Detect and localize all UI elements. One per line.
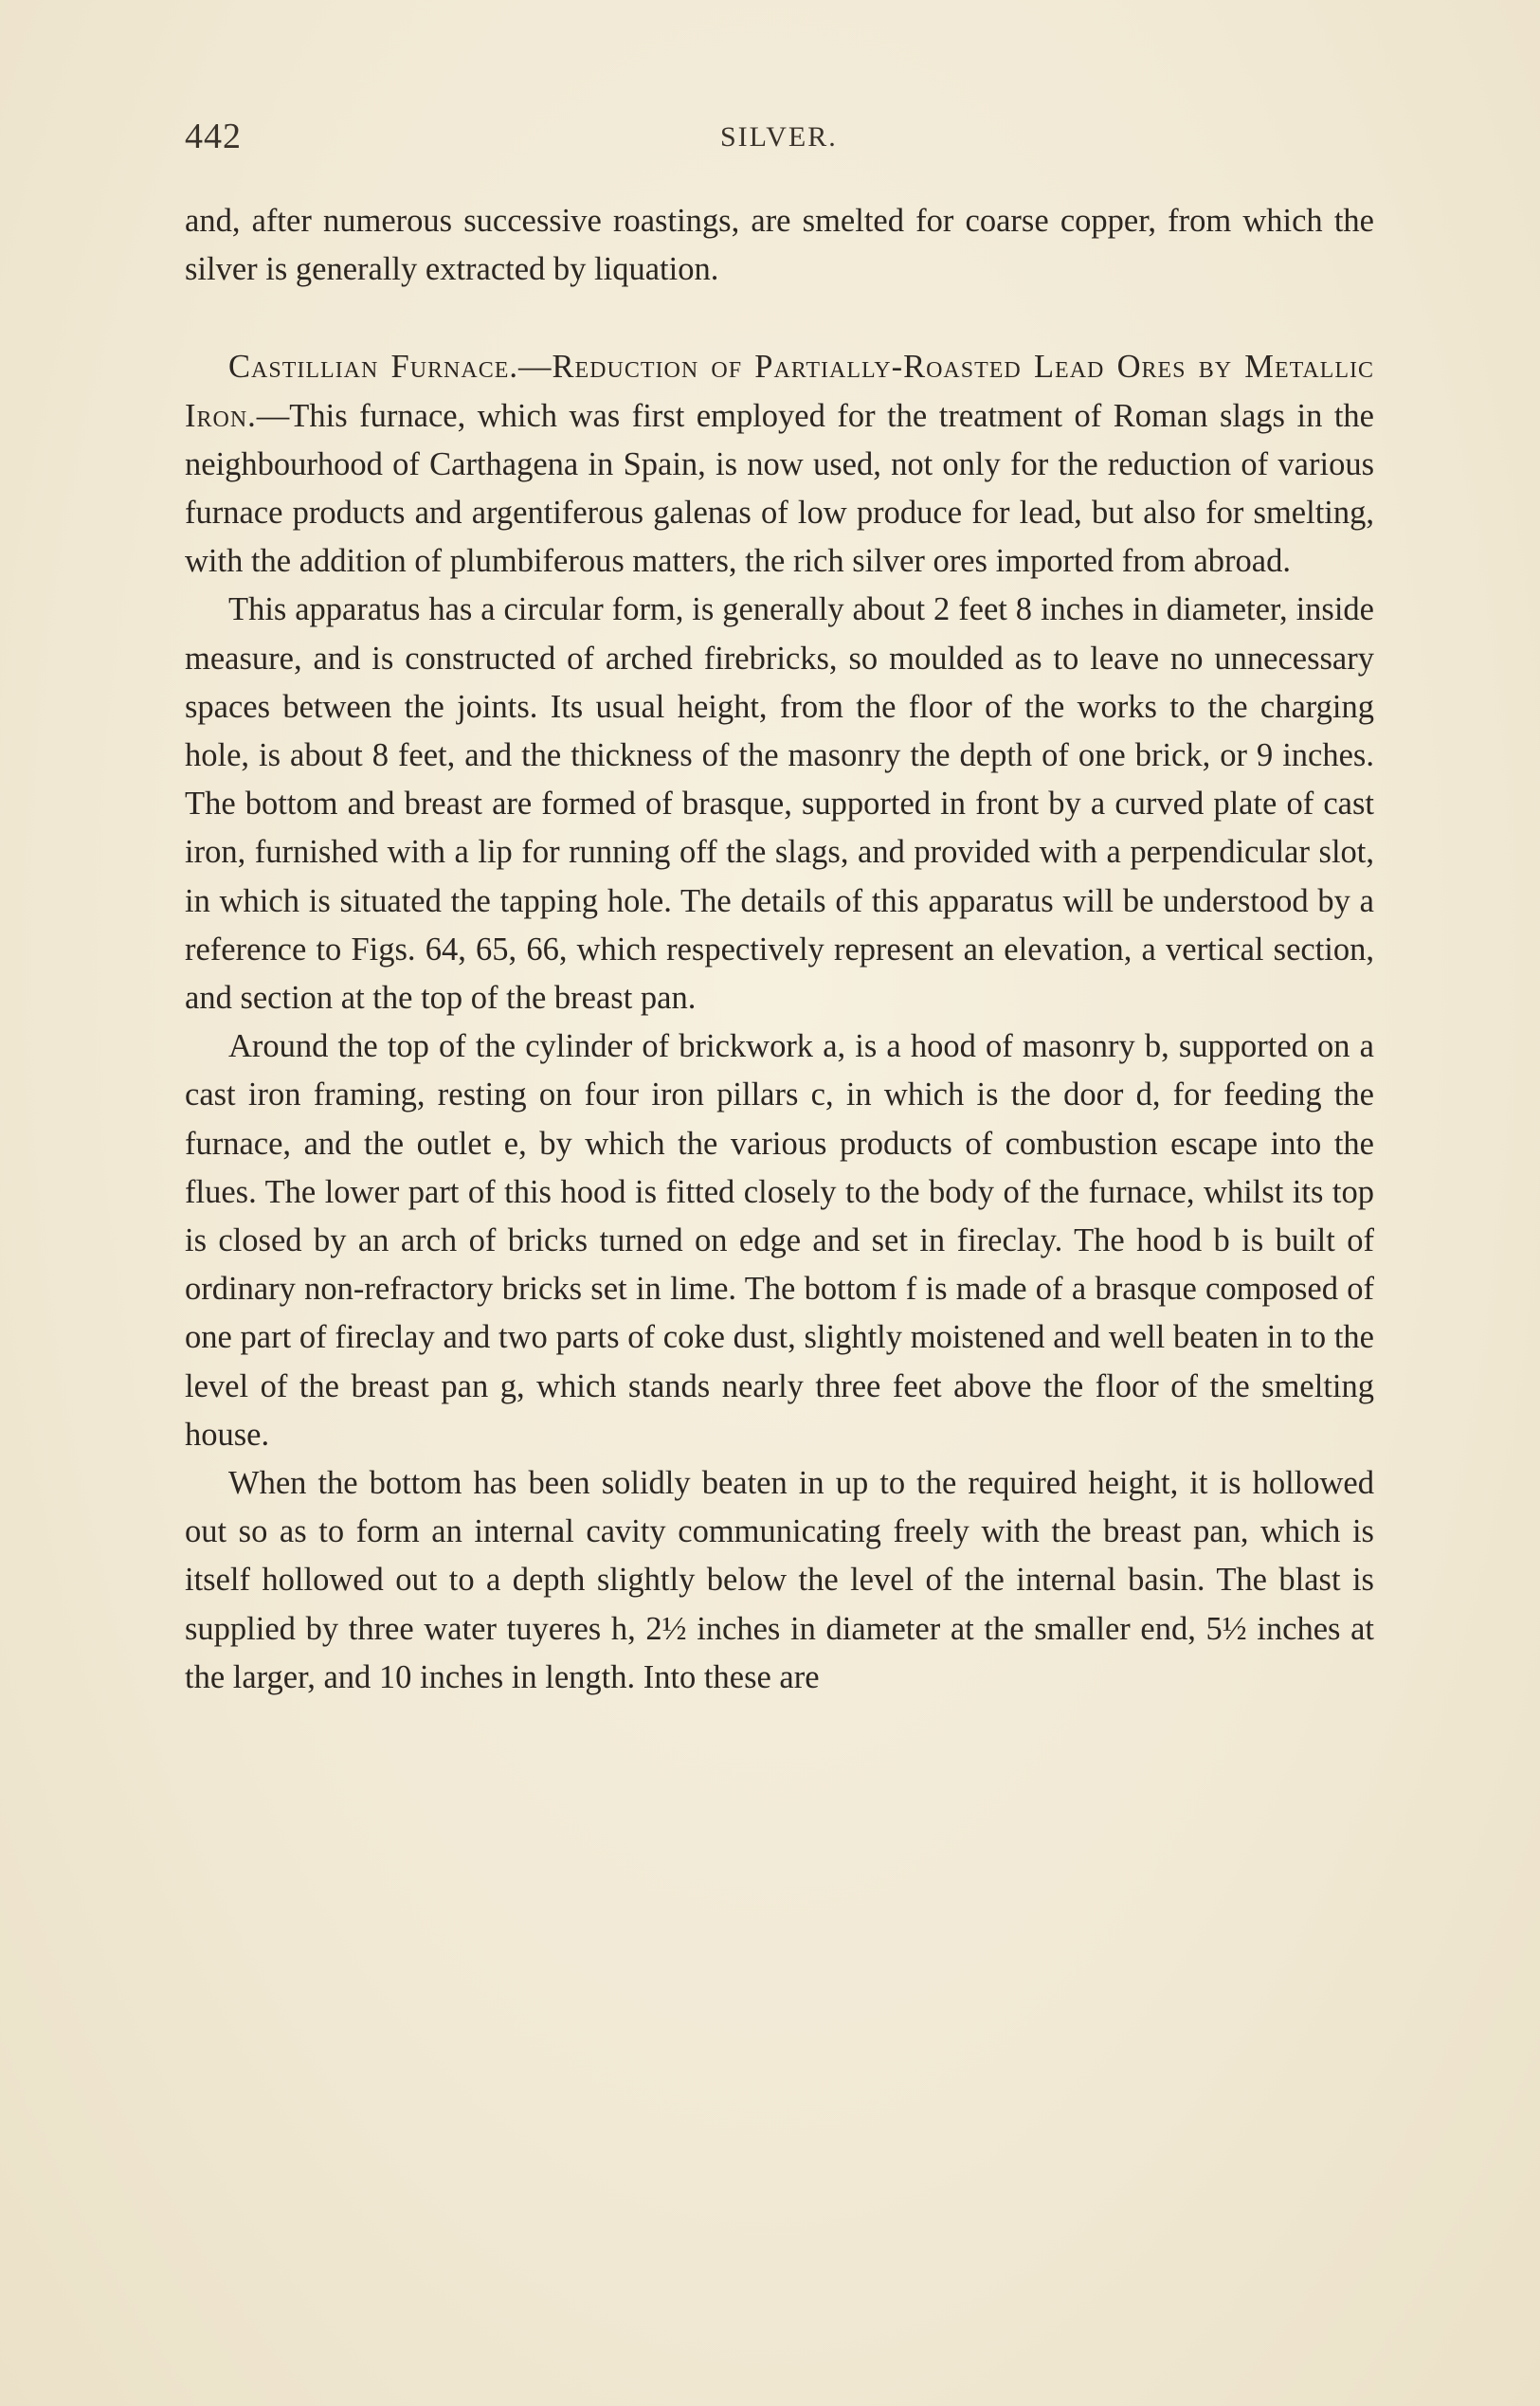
page-header <box>185 116 1374 163</box>
paragraph-1: and, after numerous successive roastings, are smelted for coarse copper, from which the silver is generally extracted by liquation. <box>185 203 1374 288</box>
paragraph-2-body: —This furnace, which was first employed for the treatment of Roman slags in the neighbourhood of Carthagena in Spain, is now used, not only for the reduction of various furnace products and argentiferous galenas of low produce for lead, but also for smelting, with the addition of plumbiferous matters, the rich silver ores imported from abroad. <box>185 397 1374 580</box>
body-text <box>185 197 1374 1702</box>
paragraph-3: This apparatus has a circular form, is generally about 2 feet 8 inches in diameter, inside measure, and is constructed of arched firebricks, so moulded as to leave no unnecessary spaces between the joints. Its usual height, from the floor of the works to the charging hole, is about 8 feet, and the thickness of the masonry the depth of one brick, or 9 inches. The bottom and breast are formed of brasque, supported in front by a curved plate of cast iron, furnished with a lip for running off the slags, and provided with a perpendicular slot, in which is situated the tapping hole. The details of this apparatus will be understood by a reference to Figs. 64, 65, 66, which respectively represent an elevation, a vertical section, and section at the top of the breast pan. <box>185 591 1374 1017</box>
section-heading: Castillian Furnace.—Reduction of Partially-Roasted Lead Ores by Metallic Iron. <box>185 349 1374 434</box>
running-head: SILVER. <box>720 121 838 153</box>
paragraph-2 <box>185 343 1374 586</box>
page-number: 442 <box>185 117 242 156</box>
paragraph-4: Around the top of the cylinder of brickwork a, is a hood of masonry b, supported on a cast iron framing, resting on four iron pillars c, in which is the door d, for feeding the furnace, and the outlet e, by which the various products of combustion escape into the flues. The lower part of this hood is fitted closely to the body of the furnace, whilst its top is closed by an arch of bricks turned on edge and set in fireclay. The hood b is built of ordinary non-refractory bricks set in lime. The bottom f is made of a brasque composed of one part of fireclay and two parts of coke dust, slightly moistened and well beaten in to the level of the breast pan g, which stands nearly three feet above the floor of the smelting house. <box>185 1028 1374 1453</box>
paragraph-5: When the bottom has been solidly beaten in up to the required height, it is hollowed out so as to form an internal cavity communicating freely with the breast pan, which is itself hollowed out to a depth slightly below the level of the internal basin. The blast is supplied by three water tuyeres h, 2½ inches in diameter at the smaller end, 5½ inches at the larger, and 10 inches in length. Into these are <box>185 1465 1374 1695</box>
